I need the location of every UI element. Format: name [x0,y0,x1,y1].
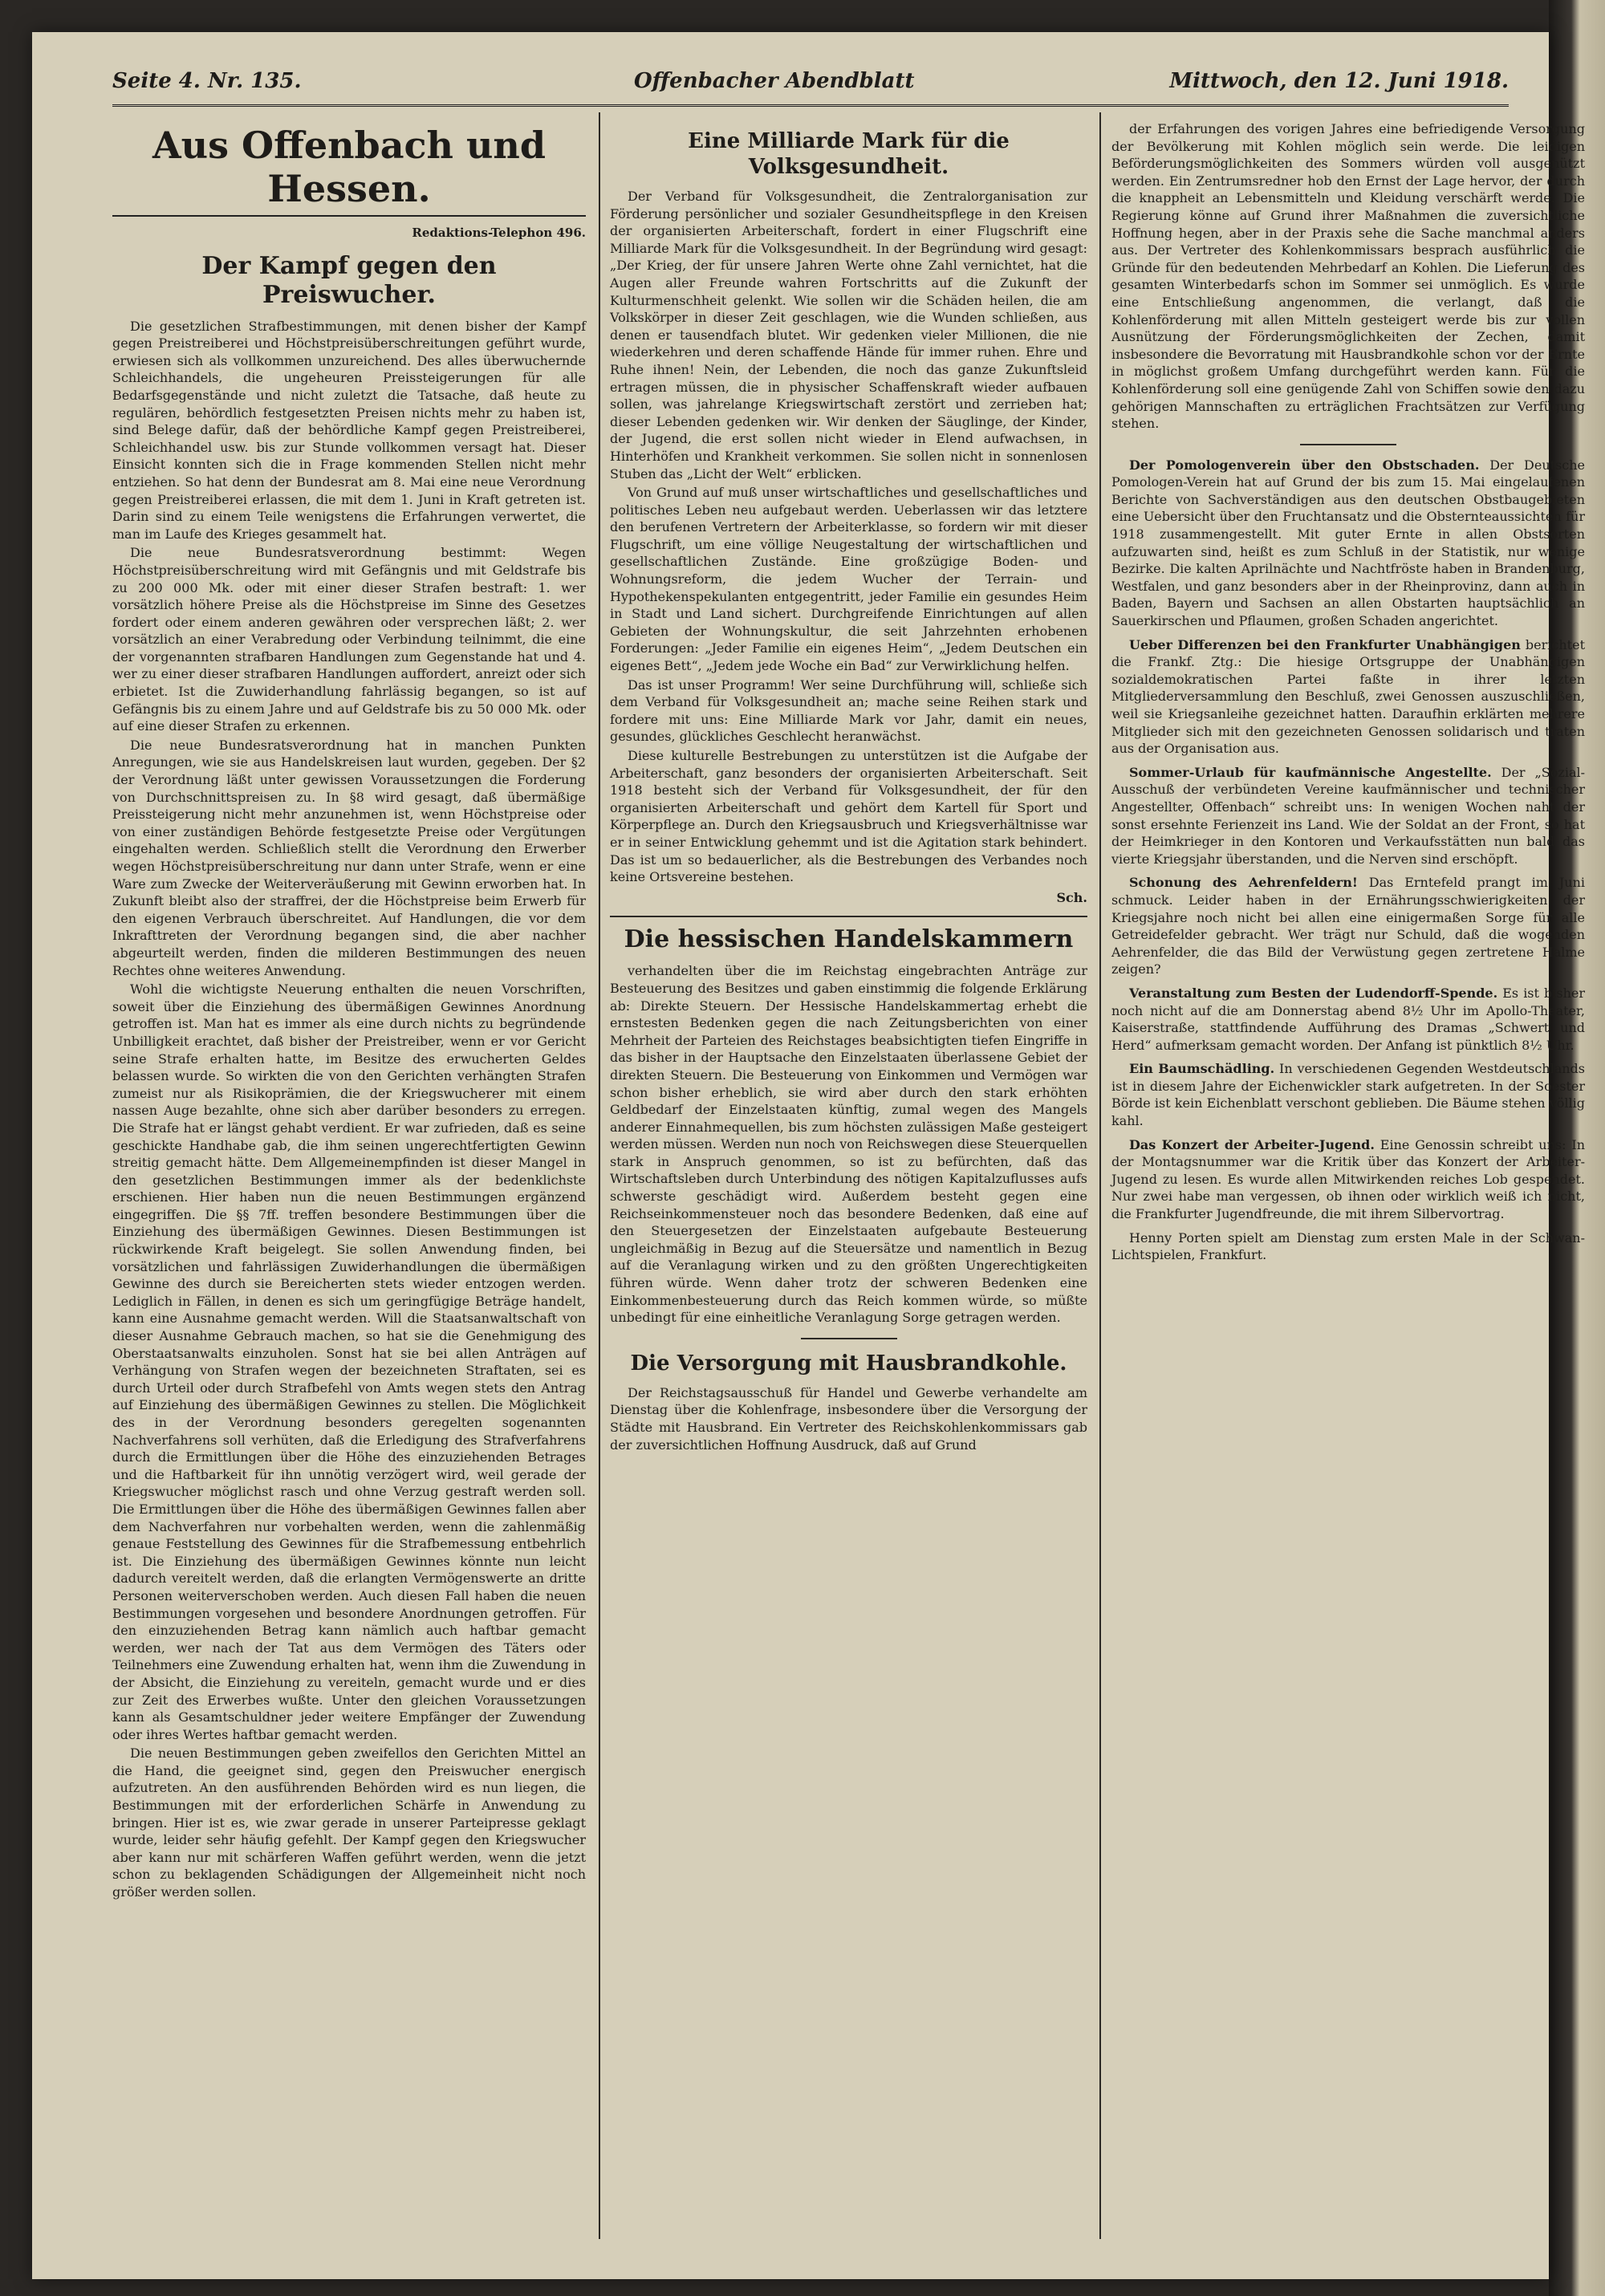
article-headline: Die Versorgung mit Hausbrandkohle. [630,1351,1067,1376]
article-paragraph: Die neuen Bestimmungen geben zweifellos den Gerichten Mittel an die Hand, die geeignet sind, gegen den Preiswucher energisch aufzutreten. An den ausführenden Behörden wird es nun liegen, die Bestimmungen mit der erforderlichen Schärfe in Anwendung zu bringen. Hier ist es, wie zwar gerade in unserer Parteipresse geklagt wurde, leider sehr häufig gefehlt. Der Kampf gegen den Kriegswucher aber kann nur mit schärferen Waffen geführt werden, wenn die jetzt schon zu beklagenden Schädigungen der Allgemeinheit nicht noch größer werden sollen. [112,1745,586,1900]
newspaper-page [32,32,1586,2279]
issue-date: Mittwoch, den 12. Juni 1918. [1169,69,1509,93]
masthead [112,64,1509,107]
article-paragraph: Die neue Bundesratsverordnung hat in manchen Punkten Anregungen, wie sie aus Handelskreisen laut wurden, gegeben. Der §2 der Verordnung läßt unter gewissen Voraussetzungen die Forderung von Durchschnittspreisen zu. In §8 wird gesagt, daß übermäßige Preissteigerung nicht mehr anzunehmen ist, wenn Höchstpreise oder von einer zuständigen Behörde festgesetzte Preise oder Vergütungen eingehalten werden. Schließlich stellt die Verordnung den Erwerber wegen Höchstpreisüberschreitung nur dann unter Strafe, wenn er eine Ware zum Zwecke der Weiterveräußerung mit Gewinn erworben hat. In Zukunft bleibt also der straffrei, der die Höchstpreise beim Erwerb für den eigenen Verbrauch überschreitet. Auf Handlungen, die vor dem Inkrafttreten der Verordnung begangen sind, die aber nachher abgeurteilt werden, finden die milderen Bestimmungen des neuen Rechtes ohne weiteres Anwendung. [112,737,586,978]
column-rule [599,112,600,2239]
news-item-title: Veranstaltung zum Besten der Ludendorff-Spende. [1129,985,1498,1001]
news-item-text: In verschiedenen Gegenden Westdeutschlands ist in diesem Jahre der Eichenwickler stark aufgetreten. In der Soester Börde ist kein Eichenblatt verschont geblieben. Die Bäume stehen völlig kahl. [1111,1061,1586,1129]
article-divider [610,916,1087,917]
news-item-title: Der Pomologenverein über den Obstschaden. [1129,457,1480,473]
column-1 [112,120,586,2239]
article-paragraph: Von Grund auf muß unser wirtschaftliches und gesellschaftliches und politisches Leben neu aufgebaut werden. Ueberlassen wir das letztere den berufenen Vertretern der Arbeiterklasse, so fordern wir mit dieser Flugschrift, um eine völlige Neugestaltung der wirtschaftlichen und gesellschaftlichen Zustände. Eine großzügige Boden- und Wohnungsreform, die jedem Wucher der Terrain- und Hypothekenspekulanten entgegentritt, jeder Familie ein gesundes Heim in Stadt und Land sichert. Durchgreifende Einrichtungen auf allen Gebieten der Wohnungskultur, die seit Jahrzehnten erhobenen Forderungen: „Jeder Familie ein eigenes Heim“, „Jedem Deutschen ein eigenes Bett“, „Jedem jede Woche ein Bad“ zur Verwirklichung helfen. [610,485,1087,674]
news-item-title: Das Konzert der Arbeiter-Jugend. [1129,1136,1375,1152]
article-headline: Die hessischen Handelskammern [624,925,1074,954]
article-paragraph: Diese kulturelle Bestrebungen zu unterstützen ist die Aufgabe der Arbeiterschaft, ganz besonders der organisierten Arbeiterschaft. Seit 1918 besteht sich der Verband für Volksgesundheit, der für den organisierten Arbeiterschaft und gehört dem Kartell für Sport und Körperpflege an. Durch den Kriegsausbruch und Kriegsverhältnisse war er in seiner Entwicklung gehemmt und ist die Agitation stark behindert. Das ist um so bedauerlicher, als die Bestrebungen des Verbandes noch keine Ortsvereine bestehen. [610,748,1087,885]
news-item-text: Der „Sozial-Ausschuß der verbündeten Vereine kaufmännischer und technischer Angestellter, Offenbach“ schreibt uns: In wenigen Wochen naht der sonst ersehnte Ferienzeit ins Land. Wie der Soldat an der Front, so hat der Heimkrieger in den Kontoren und Verkaufsstätten nun bald das vierte Kriegsjahr überstanden, und die Nerven sind erschöpft. [1111,764,1586,867]
article-divider [1300,444,1396,445]
editorial-telephone: Redaktions-Telephon 496. [412,226,586,240]
article-paragraph: verhandelten über die im Reichstag eingebrachten Anträge zur Besteuerung des Besitzes und gaben einstimmig die folgende Erklärung ab: Direkte Steuern. Der Hessische Handelskammertag erhebt die ernstesten Bedenken gegen die nach Zeitungsberichten von einer Mehrheit der Parteien des Reichstages beabsichtigten tiefen Eingriffe in das bisher in der Hauptsache den Einzelstaaten überlassene Gebiet der direkten Steuern. Die Besteuerung von Einkommen und Vermögen war schon bisher erheblich, sie wird aber durch den stark erhöhten Geldbedarf der Einzelstaaten künftig, zumal wegen des Mangels anderer Einnahmequellen, bis zum höchsten zulässigen Maße gesteigert werden müssen. Werden nun noch von Reichswegen diese Steuerquellen stark in Anspruch genommen, so ist zu befürchten, daß das Wirtschaftsleben durch Unterbindung des nötigen Kapitalzuflusses aufs schwerste geschädigt wird. Außerdem besteht gegen eine Reichseinkommensteuer noch das besondere Bedenken, daß eine auf den Steuergesetzen der Einzelstaaten aufgebaute Besteuerung ungleichmäßig in Bezug auf die Steuersätze und namentlich in Bezug auf die Veranlagung wirken und zu den größten Ungerechtigkeiten führen würde. Wenn daher trotz der schweren Bedenken eine Einkommenbesteuerung durch das Reich kommen würde, so müßte unbedingt für eine einheitliche Veranlagung Sorge getragen werden. [610,963,1087,1326]
article-paragraph: Wohl die wichtigste Neuerung enthalten die neuen Vorschriften, soweit über die Einziehung des übermäßigen Gewinnes Anordnung getroffen ist. Man hat es immer als eine durch nichts zu begründende Unbilligkeit erachtet, daß bisher der Preistreiber, wenn er vor Gericht seine Strafe erhalten hatte, im Besitze des erwucherten Geldes belassen wurde. So wirkten die von den Gerichten verhängten Strafen zumeist nur als Risikoprämien, die der Kriegswucherer mit einem nassen Auge bezahlte, ohne sich aber darüber besonders zu erregen. Die Strafe hat er längst gehabt verdient. Er war zufrieden, daß es seine geschickte Handhabe gab, die ihm seinen ungerechtfertigten Gewinn streitig gemacht hätte. Dem Allgemeinempfinden ist dieser Mangel in den gesetzlichen Bestimmungen immer als der bedenklichste erschienen. Hier haben nun die neuen Bestimmungen ergänzend eingegriffen. Die §§ 7ff. treffen besondere Bestimmungen über die Einziehung des übermäßigen Gewinnes. Diesen Bestimmungen ist rückwirkende Kraft beigelegt. Sie sollen Anwendung finden, bei vorsätzlichen und fahrlässigen Zuwiderhandlungen die übermäßigen Gewinne des durch sie Bereicherten stets wieder entzogen werden. Lediglich in Fällen, in denen es sich um geringfügige Beträge handelt, kann eine Ausnahme gemacht werden. Will die Staatsanwaltschaft von dieser Ausnahme Gebrauch machen, so hat sie die Genehmigung des Oberstaatsanwalts einzuholen. Sonst hat sie bei allen Anträgen auf Verhängung von Strafen wegen der bezeichneten Straftaten, sei es durch Urteil oder durch Strafbefehl von Amts wegen stets den Antrag auf Einziehung des übermäßigen Gewinnes zu stellen. Die Möglichkeit des in der Verordnung besonders geregelten sogenannten Nachverfahrens soll verhüten, daß die Erledigung des Strafverfahrens durch die Ermittlungen über die Höhe des einzuziehenden Betrages und die Haftbarkeit für ihn unnötig verzögert wird, weil gerade der Kriegswucher möglichst rasch und ohne Verzug gestraft werden soll. Die Ermittlungen über die Höhe des übermäßigen Gewinnes fallen aber dem Nachverfahren nur vorbehalten werden, wenn die zahlenmäßig genaue Feststellung des Gewinnes für die Strafbemessung entbehrlich ist. Die Einziehung des übermäßigen Gewinnes könnte nun leicht dadurch vereitelt werden, daß die erlangten Vermögenswerte an dritte Personen weiterverschoben werden. Auch diesen Fall haben die neuen Bestimmungen vorgesehen und besondere Anordnungen getroffen. Für den einzuziehenden Betrag kann nämlich auch haftbar gemacht werden, wer nach der Tat aus dem Vermögen des Täters oder Teilnehmers eine Zuwendung erhalten hat, wenn ihm die Zuwendung in der Absicht, die Einziehung zu vereiteln, gemacht wurde und er dies zur Zeit des Erwerbes wußte. Unter den gleichen Voraussetzungen kann als Gesamtschuldner jeder weitere Empfänger der Zuwendung oder ihres Wertes haftbar gemacht werden. [112,981,586,1742]
news-item [1111,764,1585,868]
news-item [1111,1136,1585,1223]
news-item [1111,874,1585,978]
news-item-closing: Henny Porten spielt am Dienstag zum ersten Male in der Schwan-Lichtspielen, Frankfurt. [1111,1229,1585,1263]
article-paragraph: Die gesetzlichen Strafbestimmungen, mit denen bisher der Kampf gegen Preistreiberei und Höchstpreisüberschreitungen geführt wurde, erwiesen sich als vollkommen unzureichend. Des alles überwuchernde Schleichhandels, die ungeheuren Preissteigerungen für alle Bedarfsgegenstände und nicht zuletzt die Tatsache, daß heute zu regulären, behördlich festgesetzten Preisen nichts mehr zu haben ist, sind Belege dafür, daß der behördliche Kampf gegen Preistreiberei, Schleichhandel usw. bis zur Stunde vollkommen versagt hat. Dieser Einsicht konnten sich die in Frage kommenden Stellen nicht mehr entziehen. So hat denn der Bundesrat am 8. Mai eine neue Verordnung gegen Preistreiberei erlassen, die mit dem 1. Juni in Kraft getreten ist. Darin sind zu einem Teile wenigstens die Erfahrungen verwertet, die man im Laufe des Krieges gesammelt hat. [112,318,586,542]
article-paragraph: Der Verband für Volksgesundheit, die Zentralorganisation zur Förderung persönlicher und sozialer Gesundheitspflege in den Kreisen der organisierten Arbeiterschaft, fordert in einer Flugschrift eine Milliarde Mark für die Volksgesundheit. In der Begründung wird gesagt: „Der Krieg, der für unsere Jahren Werte ohne Zahl vernichtet, hat die Augen aller Freunde wahren Fortschritts auf die Zukunft der Kulturmenschheit gelenkt. Wie sollen wir die Schäden heilen, die am Volkskörper in dieser Zeit geschlagen, wie die Wunden schließen, aus denen er tausendfach blutet. Wir gedenken vieler Millionen, die nie wiederkehren und deren schaffende Hände für immer ruhen. Ehre und Ruhe ihnen! Nein, der Lebenden, die noch das ganze Zukunftsleid ertragen müssen, die in physischer Schaffenskraft wieder aufbauen sollen, was jahrelange Kriegswirtschaft zerstört und zerrieben hat; dieser Lebenden gedenken wir. Wir denken der Säuglinge, der Kinder, der Jugend, die erst sollen nicht wieder in Elend aufwachsen, in Hinterhöfen und Krankheit verkommen. Sie sollen nicht in sonnenlosen Stuben das „Licht der Welt“ erblicken. [610,189,1087,482]
news-item-title: Ein Baumschädling. [1129,1061,1275,1077]
news-item-title: Ueber Differenzen bei den Frankfurter Unabhängigen [1129,636,1521,652]
article-paragraph: der Erfahrungen des vorigen Jahres eine befriedigende Versorgung der Bevölkerung mit Kohlen möglich sein werde. Die leidigen Beförderungsmöglichkeiten des Sommers würden voll ausgenützt werden. Ein Zentrumsredner hob den Ernst der Lage hervor, der durch die knappheit an Lebensmitteln und Kleidung verschärft werde. Die Regierung könne auf Grund ihrer Maßnahmen die zuversichtliche Hoffnung hegen, aber in der Praxis sehe die Sache manchmal anders aus. Der Vertreter des Kohlenkommissars besprach ausführlich die Gründe für den bedeutenden Mehrbedarf an Kohlen. Die Lieferung des gesamten Winterbedarfs schon im Sommer sei unmöglich. Es wurde eine Entschließung angenommen, die verlangt, daß die Kohlenförderung mit allen Mitteln gesteigert werde bis zur vollen Ausnützung der Förderungsmöglichkeiten der Zechen, damit insbesondere die Bevorratung mit Hausbrandkohle schon vor der Ernte in möglichst großem Umfang durchgeführt werden kann. Für die Kohlenförderung soll eine genügende Zahl von Schiffen sowie den dazu gehörigen Mannschaften zu erträglichen Frachtsätzen zur Verfügung stehen. [1111,121,1585,432]
article-paragraph: Die neue Bundesratsverordnung bestimmt: Wegen Höchstpreisüberschreitung wird mit Gefängnis und mit Geldstrafe bis zu 200 000 Mk. oder mit einer dieser Strafen bestraft: 1. wer vorsätzlich höhere Preise als die Höchstpreise im Sinne des Gesetzes fordert oder einem anderen gewähren oder versprechen läßt; 2. wer vorsätzlich an einer Verabredung oder Verbindung teilnimmt, die eine der vorgenannten strafbaren Handlungen zum Gegenstande hat und 4. wer zu einer dieser strafbaren Handlungen auffordert, anreizt oder sich erbietet. Ist die Zuwiderhandlung fahrlässig begangen, so ist auf Gefängnis bis zu einem Jahre und auf Geldstrafe bis zu 50 000 Mk. oder auf eine dieser Strafen zu erkennen. [112,545,586,734]
news-item-text: Eine Genossin schreibt uns: In der Montagsnummer war die Kritik über das Konzert der Arbeiter-Jugend zu lesen. Es wurde allen Mitwirkenden reiches Lob gespendet. Nur zwei habe man vergessen, ob ihnen oder wirklich weiß ich nicht, die Frankfurter Jugendfreunde, die mit ihrem Silbervortrag. [1111,1136,1585,1222]
page-number: Seite 4. Nr. 135. [112,69,302,93]
column-rule [1099,112,1101,2239]
article-divider [801,1338,897,1339]
article-paragraph: Das ist unser Programm! Wer seine Durchführung will, schließe sich dem Verband für Volksgesundheit an; mache seine Reihen stark und fordere mit uns: Eine Milliarde Mark vor Jahr, damit ein neues, gesundes, glückliches Geschlecht heranwächst. [610,677,1087,745]
article-signature: Sch. [1056,889,1087,905]
article-paragraph: Der Reichstagsausschuß für Handel und Gewerbe verhandelte am Dienstag über die Kohlenfrage, insbesondere über die Versorgung der Städte mit Hausbrand. Ein Vertreter des Reichskohlenkommissars gab der zuversichtlichen Hoffnung Ausdruck, daß auf Grund [610,1384,1087,1453]
news-item [1111,457,1585,630]
newspaper-title: Offenbacher Abendblatt [634,69,915,93]
section-title: Aus Offenbach und Hessen. [112,124,586,217]
news-item [1111,985,1585,1054]
news-item [1111,636,1585,758]
news-item-text: Der Deutsche Pomologen-Verein hat auf Grund der bis zum 15. Mai eingelaufenen Berichte von Sachverständigen aus den deutschen Obstbaugebieten eine Uebersicht über den Fruchtansatz und die Obsternteaussichten für 1918 zusammengestellt. Mit guter Ernte in allen Obstsorten aufzuwarten sind, heißt es zum Schluß in der Statistik, nur wenige Bezirke. Die kalten Aprilnächte und Nachtfröste haben in Brandenburg, Westfalen, und ganz besonders aber in der Rheinprovinz, dann auch in Baden, Bayern und Sachsen an allen Obstarten hauptsächlich an Sauerkirschen und Pflaumen, großen Schaden angerichtet. [1111,457,1585,629]
news-item-title: Schonung des Aehrenfeldern! [1129,875,1358,891]
news-item-title: Sommer-Urlaub für kaufmännische Angestellte. [1129,764,1492,780]
news-item-text: berichtet die Frankf. Ztg.: Die hiesige Ortsgruppe der Unabhängigen sozialdemokratischen Partei faßte in ihrer letzten Mitgliederversammlung den Beschluß, zwei Genossen auszuschließen, weil sie Kriegsanleihe gezeichnet hatten. Daraufhin erklärten mehrere Mitglieder sich mit den gezeichneten Genossen solidarisch und traten aus der Organisation aus. [1111,636,1585,757]
article-headline: Der Kampf gegen den Preiswucher. [201,251,497,309]
column-3 [1111,120,1585,2239]
column-2 [610,120,1087,2239]
news-item-text: Es ist bisher noch nicht auf die am Donnerstag abend 8½ Uhr im Apollo-Theater, Kaiserstraße, stattfindende Aufführung des Dramas „Schwert und Herd“ aufmerksam gemacht worden. Der Anfang ist pünktlich 8½ Uhr. [1111,985,1585,1053]
article-headline: Eine Milliarde Mark für die Volksgesundheit. [688,129,1010,179]
news-item-text: Das Erntefeld prangt im Juni schmuck. Leider haben in der Ernährungsschwierigkeiten der Kriegsjahre noch nicht bei allen eine einigermaßen Sorge für alle Getreidefelder gebracht. Wer trägt nur Schuld, daß die wogenden Aehrenfelder, die das Bild der Verwüstung gegen zertretene Halme zeigen? [1111,875,1586,977]
news-item [1111,1060,1585,1129]
